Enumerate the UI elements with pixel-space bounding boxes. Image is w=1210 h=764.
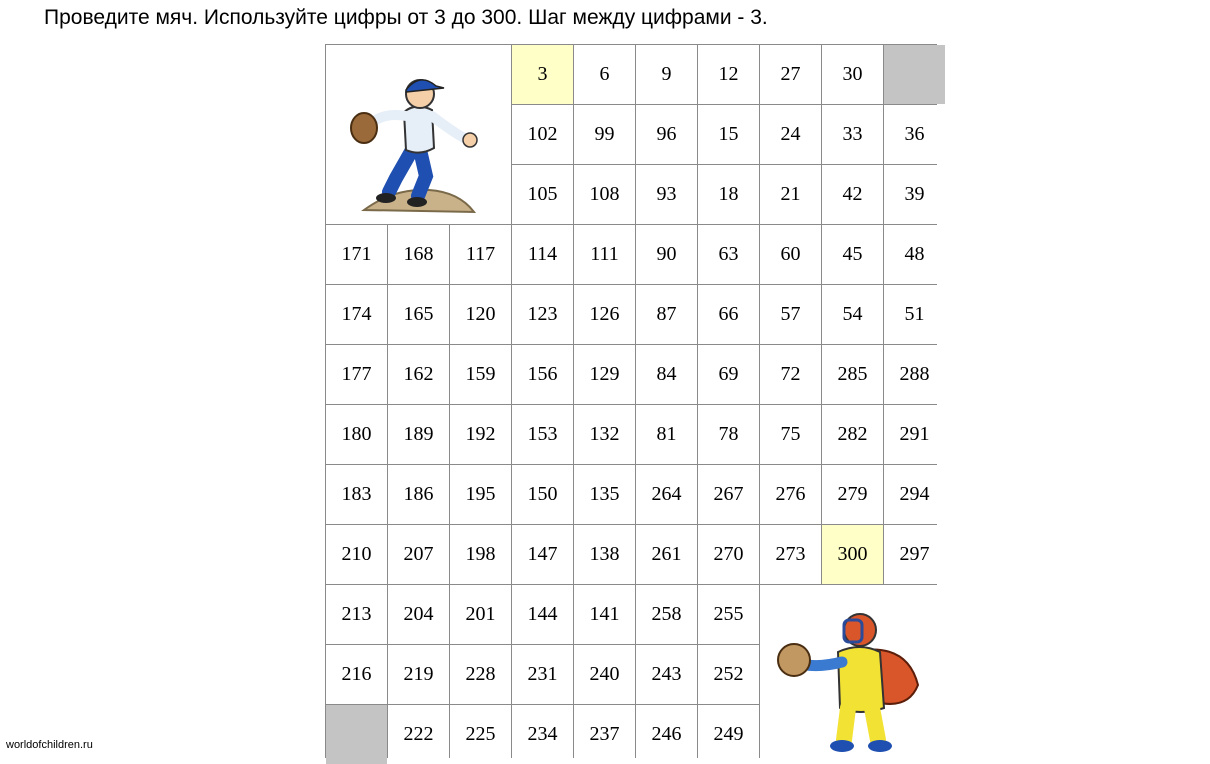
maze-cell[interactable]: 201 [450,585,511,644]
maze-cell[interactable]: 189 [388,405,449,464]
maze-cell[interactable]: 249 [698,705,759,764]
maze-cell[interactable]: 72 [760,345,821,404]
maze-cell[interactable]: 15 [698,105,759,164]
maze-cell[interactable]: 90 [636,225,697,284]
maze-cell[interactable]: 153 [512,405,573,464]
maze-cell[interactable]: 234 [512,705,573,764]
baseball-pitcher-icon [326,45,511,224]
maze-cell[interactable]: 36 [884,105,945,164]
maze-cell[interactable]: 6 [574,45,635,104]
maze-cell[interactable]: 210 [326,525,387,584]
maze-cell[interactable]: 138 [574,525,635,584]
maze-cell[interactable]: 129 [574,345,635,404]
blank-cell[interactable] [884,45,945,104]
maze-cell[interactable]: 102 [512,105,573,164]
maze-cell[interactable]: 159 [450,345,511,404]
maze-cell[interactable]: 204 [388,585,449,644]
maze-cell[interactable]: 93 [636,165,697,224]
maze-cell[interactable]: 270 [698,525,759,584]
maze-cell[interactable]: 99 [574,105,635,164]
maze-cell[interactable]: 267 [698,465,759,524]
maze-cell[interactable]: 132 [574,405,635,464]
maze-cell[interactable]: 195 [450,465,511,524]
maze-cell[interactable]: 51 [884,285,945,344]
maze-cell[interactable]: 180 [326,405,387,464]
maze-cell[interactable]: 252 [698,645,759,704]
maze-cell[interactable]: 240 [574,645,635,704]
maze-cell[interactable]: 57 [760,285,821,344]
maze-cell[interactable]: 276 [760,465,821,524]
maze-cell[interactable]: 24 [760,105,821,164]
maze-cell[interactable]: 198 [450,525,511,584]
maze-cell[interactable]: 9 [636,45,697,104]
maze-cell[interactable]: 219 [388,645,449,704]
maze-cell[interactable]: 261 [636,525,697,584]
maze-cell[interactable]: 12 [698,45,759,104]
maze-cell[interactable]: 42 [822,165,883,224]
maze-cell[interactable]: 33 [822,105,883,164]
maze-cell[interactable]: 141 [574,585,635,644]
maze-cell[interactable]: 150 [512,465,573,524]
maze-cell[interactable]: 60 [760,225,821,284]
number-maze-grid [325,44,937,758]
maze-cell[interactable]: 207 [388,525,449,584]
maze-cell[interactable]: 186 [388,465,449,524]
maze-cell[interactable]: 114 [512,225,573,284]
maze-cell[interactable]: 228 [450,645,511,704]
maze-cell[interactable]: 87 [636,285,697,344]
site-credit: worldofchildren.ru [6,739,93,751]
maze-cell[interactable]: 165 [388,285,449,344]
maze-cell[interactable]: 183 [326,465,387,524]
maze-cell[interactable]: 111 [574,225,635,284]
maze-cell[interactable]: 105 [512,165,573,224]
maze-cell[interactable]: 279 [822,465,883,524]
maze-cell[interactable]: 108 [574,165,635,224]
maze-cell[interactable]: 21 [760,165,821,224]
maze-cell[interactable]: 27 [760,45,821,104]
maze-cell[interactable]: 225 [450,705,511,764]
maze-cell[interactable]: 66 [698,285,759,344]
maze-cell[interactable]: 48 [884,225,945,284]
maze-cell[interactable]: 75 [760,405,821,464]
maze-cell[interactable]: 78 [698,405,759,464]
end-cell[interactable]: 300 [822,525,883,584]
maze-cell[interactable]: 255 [698,585,759,644]
maze-cell[interactable]: 177 [326,345,387,404]
maze-cell[interactable]: 222 [388,705,449,764]
start-cell[interactable]: 3 [512,45,573,104]
maze-cell[interactable]: 171 [326,225,387,284]
maze-cell[interactable]: 147 [512,525,573,584]
maze-cell[interactable]: 237 [574,705,635,764]
maze-cell[interactable]: 273 [760,525,821,584]
maze-cell[interactable]: 126 [574,285,635,344]
maze-cell[interactable]: 243 [636,645,697,704]
maze-cell[interactable]: 117 [450,225,511,284]
maze-cell[interactable]: 30 [822,45,883,104]
maze-cell[interactable]: 162 [388,345,449,404]
maze-cell[interactable]: 264 [636,465,697,524]
maze-cell[interactable]: 18 [698,165,759,224]
maze-cell[interactable]: 285 [822,345,883,404]
maze-cell[interactable]: 213 [326,585,387,644]
maze-cell[interactable]: 96 [636,105,697,164]
maze-cell[interactable]: 282 [822,405,883,464]
maze-cell[interactable]: 291 [884,405,945,464]
maze-cell[interactable]: 258 [636,585,697,644]
maze-cell[interactable]: 297 [884,525,945,584]
maze-cell[interactable]: 84 [636,345,697,404]
maze-cell[interactable]: 120 [450,285,511,344]
maze-cell[interactable]: 192 [450,405,511,464]
maze-cell[interactable]: 246 [636,705,697,764]
maze-cell[interactable]: 288 [884,345,945,404]
maze-cell[interactable]: 45 [822,225,883,284]
baseball-catcher-icon [760,585,945,764]
maze-cell[interactable]: 135 [574,465,635,524]
maze-cell[interactable]: 156 [512,345,573,404]
maze-cell[interactable]: 54 [822,285,883,344]
maze-cell[interactable]: 81 [636,405,697,464]
maze-cell[interactable]: 168 [388,225,449,284]
maze-cell[interactable]: 63 [698,225,759,284]
maze-cell[interactable]: 39 [884,165,945,224]
maze-cell[interactable]: 123 [512,285,573,344]
maze-cell[interactable]: 294 [884,465,945,524]
maze-cell[interactable]: 216 [326,645,387,704]
blank-cell[interactable] [326,705,387,764]
maze-cell[interactable]: 69 [698,345,759,404]
instruction-text: Проведите мяч. Используйте цифры от 3 до 300. Шаг между цифрами - 3. [44,6,768,29]
maze-cell[interactable]: 174 [326,285,387,344]
maze-cell[interactable]: 144 [512,585,573,644]
maze-cell[interactable]: 231 [512,645,573,704]
